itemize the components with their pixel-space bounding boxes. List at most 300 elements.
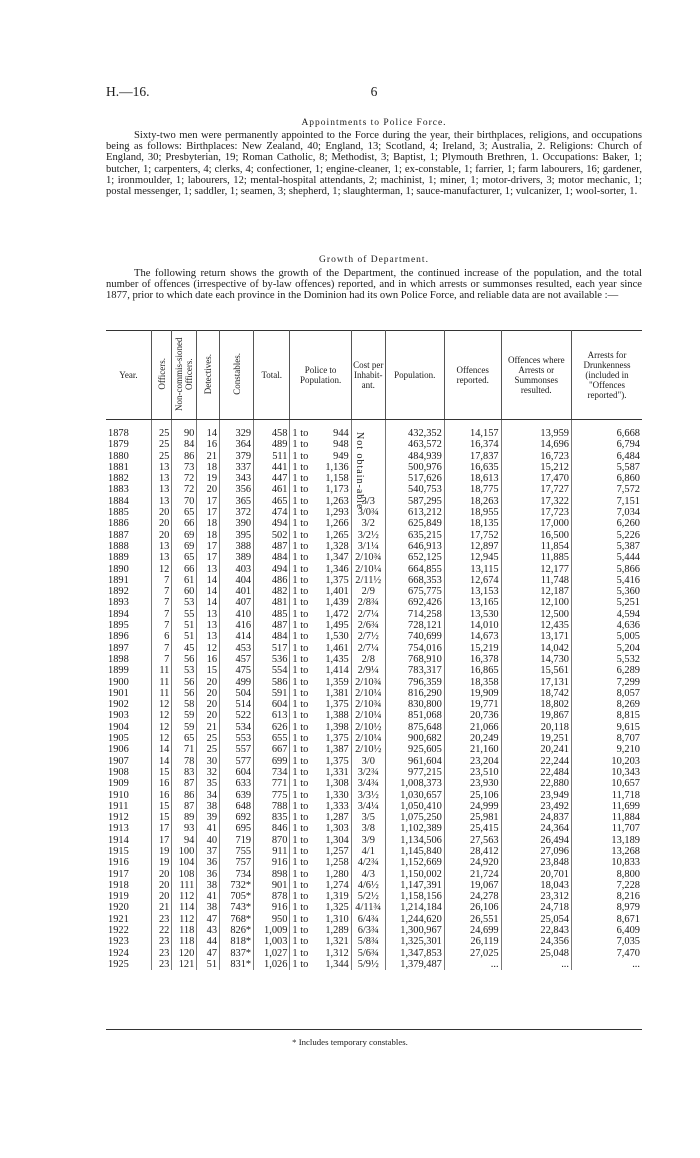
cell-total: 846: [254, 823, 290, 834]
cell-detectives: 14: [197, 420, 220, 440]
cell-officers: 13: [151, 462, 171, 473]
cell-detectives: 37: [197, 846, 220, 857]
cell-detectives: 30: [197, 756, 220, 767]
cell-ncos: 69: [172, 530, 197, 541]
cell-ratio-value: 1,289: [319, 925, 351, 936]
cell-detectives: 19: [197, 473, 220, 484]
cell-ncos: 51: [172, 620, 197, 631]
cell-year: 1881: [106, 462, 151, 473]
cell-drunkenness: 13,268: [611, 845, 640, 857]
cell-ncos: 60: [172, 586, 197, 597]
cell-year: 1911: [106, 801, 151, 812]
cell-total: 502: [254, 530, 290, 541]
cell-population: 540,753: [385, 484, 444, 495]
cell-ncos: 104: [172, 857, 197, 868]
cell-ncos: 61: [172, 575, 197, 586]
cell-ratio-value: 1,333: [319, 801, 351, 812]
cell-offences: 12,897: [444, 541, 501, 552]
cell-population: 1,030,657: [385, 790, 444, 801]
cell-ncos: 112: [172, 914, 197, 925]
cell-ratio-value: 1,258: [319, 857, 351, 868]
cell-total: 484: [254, 631, 290, 642]
cell-population: 1,214,184: [385, 902, 444, 913]
cell-officers: 19: [151, 857, 171, 868]
cell-ncos: 118: [172, 925, 197, 936]
cell-cost: 2/9¼: [351, 665, 385, 676]
cell-detectives: 47: [197, 914, 220, 925]
cell-arrests: 19,251: [501, 733, 571, 744]
cell-officers: 13: [151, 473, 171, 484]
cell-ncos: 100: [172, 846, 197, 857]
table-row: [106, 733, 642, 744]
table-row: [106, 744, 642, 755]
cell-ncos: 78: [172, 756, 197, 767]
cell-constables: 826*: [220, 925, 254, 936]
table-row: [106, 722, 642, 733]
cell-cost: 3/2¾: [351, 767, 385, 778]
cell-population: 613,212: [385, 507, 444, 518]
cell-offences: 18,775: [444, 484, 501, 495]
cell-constables: 404: [220, 575, 254, 586]
cell-ratio-value: 1,346: [319, 564, 351, 575]
cell-year: 1898: [106, 654, 151, 665]
cell-officers: 20: [151, 507, 171, 518]
cell-officers: 13: [151, 541, 171, 552]
cell-total: 591: [254, 688, 290, 699]
cell-officers: 12: [151, 733, 171, 744]
cell-year: 1900: [106, 677, 151, 688]
cell-drunkenness: 6,289: [616, 665, 640, 677]
cell-drunkenness: 9,615: [616, 721, 640, 733]
cell-drunkenness: 11,707: [611, 823, 640, 835]
cell-ncos: 58: [172, 699, 197, 710]
cell-population: 675,775: [385, 586, 444, 597]
cell-total: 511: [254, 451, 290, 462]
cell-total: 916: [254, 902, 290, 913]
cell-population: 1,347,853: [385, 948, 444, 959]
table-row: [106, 948, 642, 959]
cell-population: 625,849: [385, 518, 444, 529]
cell-cost: 5/9½: [351, 959, 385, 970]
cell-drunkenness: 8,057: [616, 687, 640, 699]
col-header-constables: Constables.: [220, 331, 254, 420]
cell-population: 1,134,506: [385, 835, 444, 846]
table-row: [106, 552, 642, 563]
cell-arrests: 11,854: [501, 541, 571, 552]
cell-year: 1891: [106, 575, 151, 586]
cell-year: 1894: [106, 609, 151, 620]
table-row: [106, 710, 642, 721]
cell-ncos: 89: [172, 812, 197, 823]
cell-year: 1922: [106, 925, 151, 936]
cell-population: 1,008,373: [385, 778, 444, 789]
table-row: [106, 756, 642, 767]
cell-ratio-value: 1,375: [319, 733, 351, 744]
cell-cost: 3/1¼: [351, 541, 385, 552]
cell-arrests: 13,959: [501, 420, 571, 440]
cell-constables: 389: [220, 552, 254, 563]
cell-ratio-prefix: 1 to: [292, 540, 309, 552]
cell-year: 1897: [106, 643, 151, 654]
cell-drunkenness: 10,833: [611, 857, 640, 869]
cell-constables: 364: [220, 439, 254, 450]
cell-drunkenness: 8,815: [616, 710, 640, 722]
cell-ratio-value: 1,381: [319, 688, 351, 699]
cell-arrests: 15,561: [501, 665, 571, 676]
cell-officers: 23: [151, 959, 171, 970]
cell-offences: 14,673: [444, 631, 501, 642]
cell-constables: 818*: [220, 936, 254, 947]
cell-ratio-value: 1,274: [319, 880, 351, 891]
cell-officers: 23: [151, 936, 171, 947]
cell-ncos: 65: [172, 733, 197, 744]
cell-year: 1920: [106, 902, 151, 913]
cell-detectives: 12: [197, 643, 220, 654]
cell-officers: 12: [151, 722, 171, 733]
cell-ratio-prefix: 1 to: [292, 439, 309, 451]
table-row: [106, 869, 642, 880]
table-row: [106, 778, 642, 789]
cell-detectives: 44: [197, 936, 220, 947]
cell-total: 517: [254, 643, 290, 654]
cell-population: 961,604: [385, 756, 444, 767]
section-title-growth: Growth of Department.: [319, 255, 429, 265]
cell-cost: 3/0: [351, 756, 385, 767]
cell-officers: 15: [151, 767, 171, 778]
cell-population: 783,317: [385, 665, 444, 676]
cell-ratio-prefix: 1 to: [292, 461, 309, 473]
cell-detectives: 18: [197, 518, 220, 529]
cell-drunkenness: 6,794: [616, 439, 640, 451]
cell-ncos: 86: [172, 451, 197, 462]
cell-drunkenness: 5,251: [616, 597, 640, 609]
table-row: [106, 790, 642, 801]
table-row: [106, 801, 642, 812]
cell-population: 796,359: [385, 677, 444, 688]
cell-drunkenness: ...: [632, 958, 640, 970]
cell-offences: 12,945: [444, 552, 501, 563]
cell-year: 1924: [106, 948, 151, 959]
cell-year: 1923: [106, 936, 151, 947]
cell-arrests: 17,723: [501, 507, 571, 518]
cell-offences: 18,135: [444, 518, 501, 529]
cell-arrests: 22,244: [501, 756, 571, 767]
cell-cost: 2/7½: [351, 631, 385, 642]
cell-offences: 17,752: [444, 530, 501, 541]
cell-arrests: 22,843: [501, 925, 571, 936]
cell-detectives: 16: [197, 654, 220, 665]
cell-ratio-prefix: 1 to: [292, 653, 309, 665]
cell-arrests: 22,880: [501, 778, 571, 789]
cell-total: 489: [254, 439, 290, 450]
cell-ratio-value: 1,495: [319, 620, 351, 631]
cell-officers: 6: [151, 631, 171, 642]
cell-ratio-value: 1,266: [319, 518, 351, 529]
cell-total: 878: [254, 891, 290, 902]
cell-arrests: 14,042: [501, 643, 571, 654]
cell-ratio-prefix: 1 to: [292, 428, 309, 439]
cell-ratio-value: 1,375: [319, 575, 351, 586]
cell-arrests: 17,131: [501, 677, 571, 688]
cell-population: 875,648: [385, 722, 444, 733]
cell-constables: 390: [220, 518, 254, 529]
cell-ratio-prefix: 1 to: [292, 597, 309, 609]
table-row: [106, 609, 642, 620]
cell-detectives: 51: [197, 959, 220, 970]
cell-ratio-value: 944: [319, 420, 351, 440]
cell-drunkenness: 11,884: [611, 812, 640, 824]
cell-ratio-value: 949: [319, 451, 351, 462]
cell-ratio-value: 1,331: [319, 767, 351, 778]
cell-offences: 19,909: [444, 688, 501, 699]
cell-constables: 695: [220, 823, 254, 834]
table-row: [106, 496, 642, 507]
cell-total: 486: [254, 575, 290, 586]
cell-ncos: 83: [172, 767, 197, 778]
cell-population: 1,102,389: [385, 823, 444, 834]
cell-detectives: 35: [197, 778, 220, 789]
cell-drunkenness: 5,204: [616, 642, 640, 654]
cell-drunkenness: 5,387: [616, 540, 640, 552]
cell-constables: 416: [220, 620, 254, 631]
cell-drunkenness: 5,587: [616, 461, 640, 473]
cell-year: 1907: [106, 756, 151, 767]
cell-detectives: 39: [197, 812, 220, 823]
cell-population: 851,068: [385, 710, 444, 721]
col-header-year: Year.: [106, 331, 151, 420]
table-row: [106, 631, 642, 642]
cell-arrests: 11,748: [501, 575, 571, 586]
cell-total: 788: [254, 801, 290, 812]
table-row: [106, 643, 642, 654]
cell-constables: 692: [220, 812, 254, 823]
cell-drunkenness: 9,210: [616, 744, 640, 756]
cell-constables: 705*: [220, 891, 254, 902]
cell-constables: 343: [220, 473, 254, 484]
table-row: [106, 902, 642, 913]
cell-ncos: 45: [172, 643, 197, 654]
cell-cost: 3/5: [351, 812, 385, 823]
cell-population: 1,325,301: [385, 936, 444, 947]
cell-offences: 25,106: [444, 790, 501, 801]
cell-ratio-prefix: 1 to: [292, 586, 309, 598]
cell-officers: 21: [151, 902, 171, 913]
cell-ncos: 108: [172, 869, 197, 880]
cell-total: 950: [254, 914, 290, 925]
cell-constables: 648: [220, 801, 254, 812]
cell-ncos: 56: [172, 677, 197, 688]
cell-drunkenness: 5,416: [616, 574, 640, 586]
cell-detectives: 16: [197, 439, 220, 450]
cell-ncos: 114: [172, 902, 197, 913]
cell-officers: 15: [151, 812, 171, 823]
cell-year: 1896: [106, 631, 151, 642]
cell-detectives: 17: [197, 507, 220, 518]
cell-cost: 3/8: [351, 823, 385, 834]
cell-detectives: 36: [197, 857, 220, 868]
cell-constables: 522: [220, 710, 254, 721]
cell-drunkenness: 7,151: [616, 495, 640, 507]
cell-detectives: 17: [197, 541, 220, 552]
cell-drunkenness: 10,343: [611, 766, 640, 778]
cell-ratio-value: 948: [319, 439, 351, 450]
not-obtainable-note: Not obtain-able: [354, 432, 365, 510]
cell-year: 1917: [106, 869, 151, 880]
cell-ratio-value: 1,263: [319, 496, 351, 507]
cell-ratio-prefix: 1 to: [292, 495, 309, 507]
cell-arrests: 20,118: [501, 722, 571, 733]
cell-offences: 19,771: [444, 699, 501, 710]
cell-cost: 2/8¾: [351, 597, 385, 608]
cell-detectives: 21: [197, 722, 220, 733]
cell-population: 816,290: [385, 688, 444, 699]
cell-ratio-prefix: 1 to: [292, 608, 309, 620]
cell-ratio-value: 1,330: [319, 790, 351, 801]
cell-ratio-value: 1,530: [319, 631, 351, 642]
cell-cost: 2/7¼: [351, 643, 385, 654]
cell-cost: 6/4¾: [351, 914, 385, 925]
cell-total: 586: [254, 677, 290, 688]
cell-cost: 2/10¼: [351, 564, 385, 575]
cell-ncos: 87: [172, 801, 197, 812]
table-row: [106, 564, 642, 575]
cell-constables: 356: [220, 484, 254, 495]
cell-year: 1883: [106, 484, 151, 495]
cell-officers: 7: [151, 609, 171, 620]
cell-ratio-prefix: 1 to: [292, 766, 309, 778]
cell-constables: 365: [220, 496, 254, 507]
cell-ratio-value: 1,321: [319, 936, 351, 947]
cell-population: 484,939: [385, 451, 444, 462]
cell-cost: 3/9: [351, 835, 385, 846]
cell-constables: 337: [220, 462, 254, 473]
cell-year: 1912: [106, 812, 151, 823]
cell-drunkenness: 7,470: [616, 947, 640, 959]
cell-constables: 504: [220, 688, 254, 699]
cell-total: 771: [254, 778, 290, 789]
cell-year: 1908: [106, 767, 151, 778]
cell-ncos: 59: [172, 722, 197, 733]
cell-offences: 25,415: [444, 823, 501, 834]
cell-cost: 3/3: [351, 496, 385, 507]
cell-arrests: 17,000: [501, 518, 571, 529]
table-row: [106, 518, 642, 529]
cell-arrests: 11,885: [501, 552, 571, 563]
cell-arrests: 20,701: [501, 869, 571, 880]
cell-offences: 26,119: [444, 936, 501, 947]
cell-population: 500,976: [385, 462, 444, 473]
cell-cost: 2/7¼: [351, 609, 385, 620]
cell-offences: 13,165: [444, 597, 501, 608]
cell-officers: 12: [151, 710, 171, 721]
cell-offences: 27,025: [444, 948, 501, 959]
cell-officers: 14: [151, 756, 171, 767]
cell-constables: 453: [220, 643, 254, 654]
cell-cost: 4/6½: [351, 880, 385, 891]
cell-population: 1,147,391: [385, 880, 444, 891]
cell-total: 494: [254, 518, 290, 529]
cell-population: 635,215: [385, 530, 444, 541]
table-row: [106, 541, 642, 552]
cell-ratio-prefix: 1 to: [292, 857, 309, 869]
cell-officers: 7: [151, 597, 171, 608]
cell-year: 1878: [106, 420, 151, 440]
cell-ratio-value: 1,344: [319, 959, 351, 970]
cell-offences: 18,955: [444, 507, 501, 518]
cell-offences: 27,563: [444, 835, 501, 846]
cell-population: 977,215: [385, 767, 444, 778]
cell-officers: 12: [151, 564, 171, 575]
cell-offences: 20,249: [444, 733, 501, 744]
cell-offences: 18,263: [444, 496, 501, 507]
cell-total: 536: [254, 654, 290, 665]
cell-population: 1,145,840: [385, 846, 444, 857]
cell-total: 494: [254, 564, 290, 575]
cell-ratio-prefix: 1 to: [292, 812, 309, 824]
cell-total: 481: [254, 597, 290, 608]
cell-detectives: 38: [197, 801, 220, 812]
cell-cost: 3/0¾: [351, 507, 385, 518]
cell-year: 1913: [106, 823, 151, 834]
cell-ncos: 56: [172, 654, 197, 665]
cell-detectives: 36: [197, 869, 220, 880]
cell-population: 1,244,620: [385, 914, 444, 925]
cell-population: 768,910: [385, 654, 444, 665]
cell-officers: 19: [151, 846, 171, 857]
cell-constables: 633: [220, 778, 254, 789]
cell-arrests: 22,484: [501, 767, 571, 778]
cell-population: 1,300,967: [385, 925, 444, 936]
cell-officers: 23: [151, 948, 171, 959]
table-row: [106, 507, 642, 518]
table-header-row: [106, 331, 642, 420]
cell-ratio-prefix: 1 to: [292, 936, 309, 948]
cell-ratio-value: 1,401: [319, 586, 351, 597]
cell-cost: 2/10¾: [351, 699, 385, 710]
cell-ncos: 53: [172, 665, 197, 676]
cell-offences: 16,374: [444, 439, 501, 450]
cell-drunkenness: 7,299: [616, 676, 640, 688]
cell-drunkenness: 6,260: [616, 518, 640, 530]
cell-drunkenness: 6,409: [616, 925, 640, 937]
cell-year: 1884: [106, 496, 151, 507]
cell-population: 1,152,669: [385, 857, 444, 868]
cell-total: 911: [254, 846, 290, 857]
cell-total: 482: [254, 586, 290, 597]
cell-officers: 17: [151, 835, 171, 846]
cell-cost: 5/8¾: [351, 936, 385, 947]
table-row: [106, 484, 642, 495]
cell-ratio-value: 1,439: [319, 597, 351, 608]
cell-ncos: 56: [172, 688, 197, 699]
cell-ncos: 71: [172, 744, 197, 755]
table-row: [106, 812, 642, 823]
cell-cost: 2/10¼: [351, 733, 385, 744]
cell-offences: 26,106: [444, 902, 501, 913]
cell-population: 517,626: [385, 473, 444, 484]
cell-detectives: 25: [197, 733, 220, 744]
cell-constables: 734: [220, 869, 254, 880]
cell-constables: 403: [220, 564, 254, 575]
cell-year: 1899: [106, 665, 151, 676]
cell-ratio-prefix: 1 to: [292, 642, 309, 654]
col-header-population: Population.: [385, 331, 444, 420]
cell-year: 1892: [106, 586, 151, 597]
cell-offences: 19,067: [444, 880, 501, 891]
cell-ncos: 51: [172, 631, 197, 642]
cell-year: 1921: [106, 914, 151, 925]
cell-ncos: 94: [172, 835, 197, 846]
